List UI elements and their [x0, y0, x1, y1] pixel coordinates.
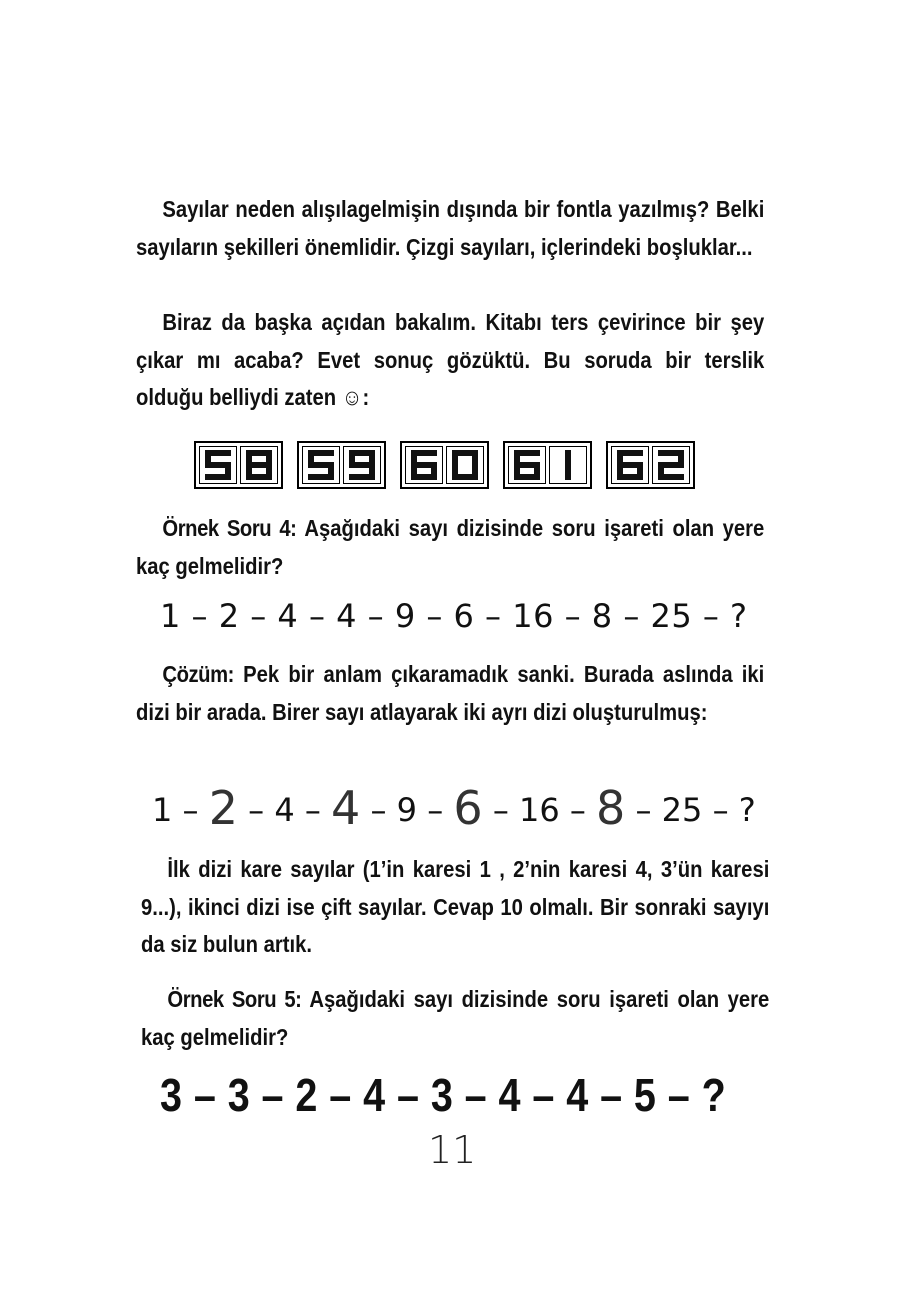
sequence-separator: –	[559, 791, 597, 829]
sequence-term: 4	[274, 791, 295, 829]
sequence-term: 16	[518, 791, 560, 829]
digit-glyph-5	[307, 449, 335, 481]
solution-paragraph	[136, 656, 765, 731]
digital-number-60	[400, 441, 489, 489]
digital-number-59	[297, 441, 386, 489]
reverse-paragraph	[136, 304, 765, 417]
sequence-term: 25	[661, 791, 703, 829]
example4-heading: Örnek Soru 4:	[162, 515, 297, 541]
digit-glyph-6	[616, 449, 644, 481]
sequence-term: 8	[596, 781, 626, 835]
sequence-separator: –	[237, 791, 275, 829]
sequence-separator: –	[625, 791, 662, 829]
digital-number-58	[194, 441, 283, 489]
digit-glyph-0	[451, 449, 479, 481]
explanation-paragraph	[141, 851, 770, 964]
digit-glyph-2	[657, 449, 685, 481]
sequence-separator: –	[294, 791, 332, 829]
smiley-icon: ☺	[341, 384, 363, 410]
intro-text: Sayılar neden alışılagelmişin dışında bir fontla yazılmış? Belki sayıların şekilleri önemlidir. Çizgi sayıları, içlerindeki boşluklar...	[136, 196, 765, 260]
digital-number-62	[606, 441, 695, 489]
sequence-term: 1	[152, 791, 173, 829]
digital-digit	[508, 446, 546, 484]
digital-digit	[343, 446, 381, 484]
example4-block	[136, 510, 764, 585]
digital-number-61	[503, 441, 592, 489]
example5-text: Aşağıdaki sayı dizisinde soru işareti olan yere kaç gelmelidir?	[141, 986, 770, 1050]
sequence-term: ?	[738, 791, 756, 829]
digital-digit	[302, 446, 340, 484]
example5-heading: Örnek Soru 5:	[167, 986, 302, 1012]
digital-digit	[199, 446, 237, 484]
solution-text: Pek bir anlam çıkaramadık sanki. Burada aslında iki dizi bir arada. Birer sayı atlayarak iki ayrı dizi oluşturulmuş:	[136, 661, 765, 725]
digit-glyph-5	[204, 449, 232, 481]
digit-glyph-6	[513, 449, 541, 481]
sequence-separator: –	[172, 791, 209, 829]
digital-digit	[240, 446, 278, 484]
colon: :	[362, 384, 370, 410]
sequence-term: 4	[331, 781, 361, 835]
digital-digit	[652, 446, 690, 484]
example5-sequence: 3 – 3 – 2 – 4 – 3 – 4 – 4 – 5 – ?	[160, 1069, 727, 1121]
sequence-term: 2	[208, 781, 238, 835]
example4-text: Aşağıdaki sayı dizisinde soru işareti olan yere kaç gelmelidir?	[136, 515, 765, 579]
digit-glyph-8	[245, 449, 273, 481]
digit-glyph-6	[410, 449, 438, 481]
example5-block	[141, 981, 769, 1056]
digit-glyph-9	[348, 449, 376, 481]
digital-digit	[549, 446, 587, 484]
example4-sequence: 1 – 2 – 4 – 4 – 9 – 6 – 16 – 8 – 25 – ?	[160, 597, 748, 635]
digital-digit	[405, 446, 443, 484]
intro-paragraph	[136, 191, 765, 266]
sequence-separator: –	[360, 791, 397, 829]
sequence-term: 9	[396, 791, 418, 829]
page-number: 11	[428, 1128, 477, 1172]
solution-sequence	[152, 781, 756, 835]
explanation-text: İlk dizi kare sayılar (1’in karesi 1 , 2’nin karesi 4, 3’ün karesi 9...), ikinci dizi ise çift sayılar. Cevap 10 olmalı. Bir sonraki sayıyı da siz bulun artık.	[141, 856, 770, 957]
example5-paragraph	[141, 981, 770, 1056]
sequence-term: 6	[453, 781, 483, 835]
solution-heading: Çözüm:	[162, 661, 234, 687]
digital-digit	[611, 446, 649, 484]
digital-numbers-row	[194, 441, 695, 489]
reverse-text-block	[136, 304, 764, 417]
digit-glyph-1	[554, 449, 582, 481]
example4-paragraph	[136, 510, 765, 585]
sequence-separator: –	[417, 791, 454, 829]
sequence-separator: –	[482, 791, 519, 829]
digital-digit	[446, 446, 484, 484]
solution-block	[136, 656, 764, 731]
reverse-text: Biraz da başka açıdan bakalım. Kitabı ters çevirince bir şey çıkar mı acaba? Evet sonuç gözüktü. Bu soruda bir terslik olduğu belliydi zaten	[136, 309, 765, 410]
sequence-separator: –	[702, 791, 739, 829]
